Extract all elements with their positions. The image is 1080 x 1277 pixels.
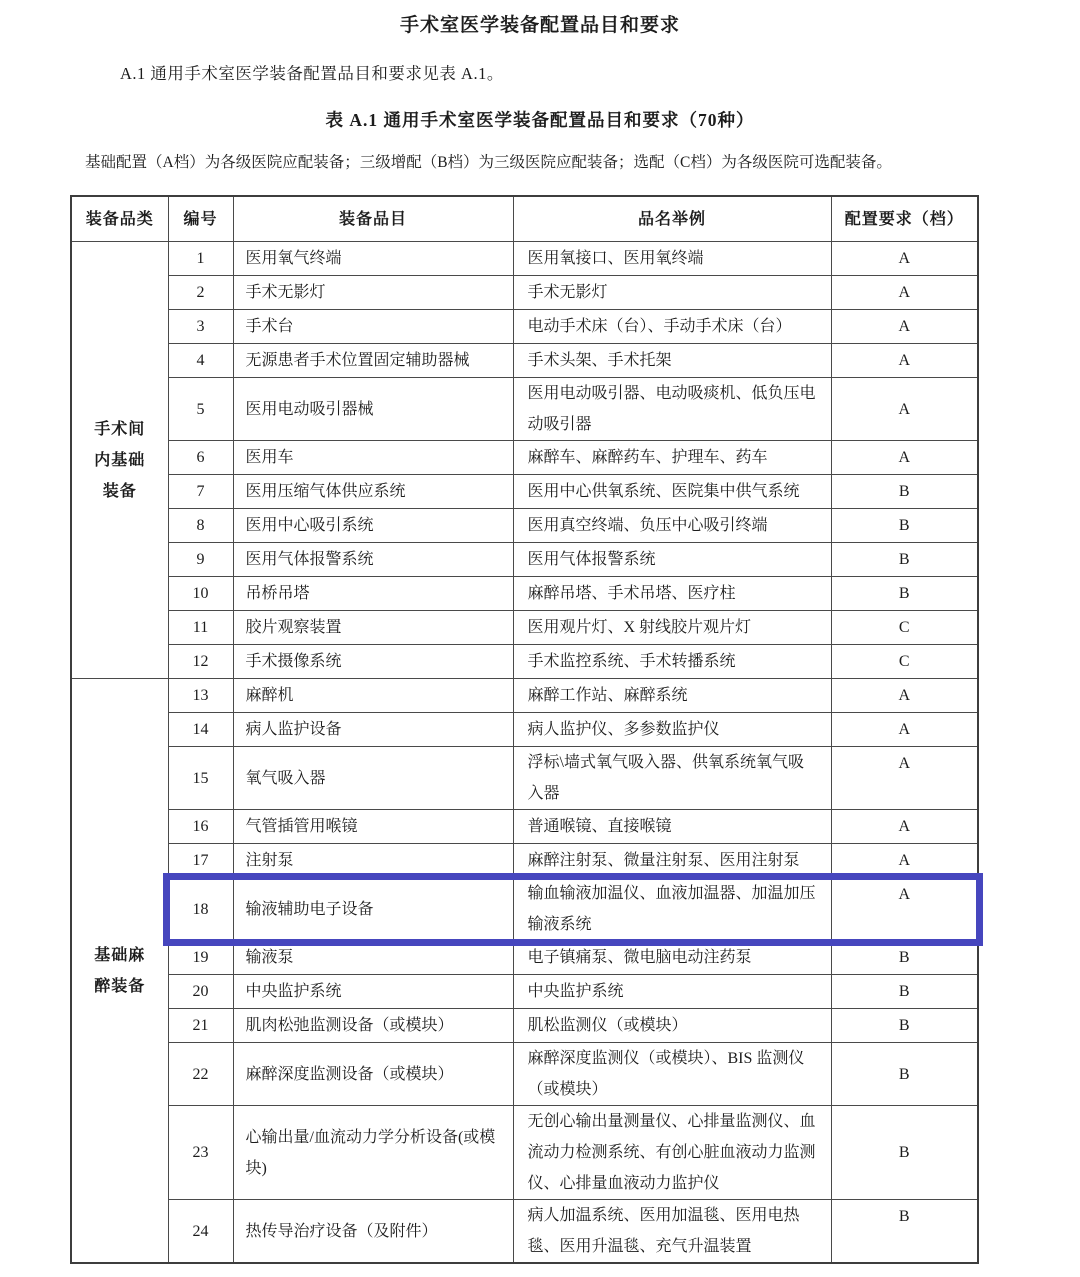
table-row	[71, 475, 978, 509]
table-row	[71, 543, 978, 577]
cell-examples: 医用氧接口、医用氧终端	[513, 242, 831, 276]
table-row	[71, 577, 978, 611]
header-grade: 配置要求（档）	[831, 196, 978, 242]
cell-row-number: 16	[168, 810, 233, 844]
table-row	[71, 878, 978, 941]
cell-examples: 医用中心供氧系统、医院集中供气系统	[513, 475, 831, 509]
cell-grade: A	[831, 276, 978, 310]
cell-grade: B	[831, 543, 978, 577]
cell-grade: A	[831, 344, 978, 378]
cell-grade: B	[831, 975, 978, 1009]
page-title: 手术室医学装备配置品目和要求	[399, 15, 680, 36]
cell-examples: 麻醉车、麻醉药车、护理车、药车	[513, 441, 831, 475]
table-header-row	[71, 196, 978, 242]
cell-examples: 无创心输出量测量仪、心排量监测仪、血流动力检测系统、有创心脏血液动力监测仪、心排量血液动力监护仪	[513, 1106, 831, 1200]
cell-grade: A	[831, 878, 978, 941]
cell-row-number: 15	[168, 747, 233, 810]
table-row	[71, 1043, 978, 1106]
cell-item-name: 吊桥吊塔	[233, 577, 513, 611]
table-row	[71, 747, 978, 810]
cell-item-name: 心输出量/血流动力学分析设备(或模块)	[233, 1106, 513, 1200]
table-row	[71, 242, 978, 276]
table-row	[71, 713, 978, 747]
cell-examples: 输血输液加温仪、血液加温器、加温加压输液系统	[513, 878, 831, 941]
table-row	[71, 645, 978, 679]
cell-item-name: 医用压缩气体供应系统	[233, 475, 513, 509]
cell-grade: A	[831, 713, 978, 747]
table-row	[71, 441, 978, 475]
cell-item-name: 麻醉深度监测设备（或模块）	[233, 1043, 513, 1106]
cell-row-number: 1	[168, 242, 233, 276]
cell-item-name: 医用车	[233, 441, 513, 475]
table-row	[71, 611, 978, 645]
cell-item-name: 手术摄像系统	[233, 645, 513, 679]
cell-grade: A	[831, 679, 978, 713]
cell-examples: 医用观片灯、X 射线胶片观片灯	[513, 611, 831, 645]
cell-grade: B	[831, 941, 978, 975]
cell-row-number: 2	[168, 276, 233, 310]
cell-row-number: 19	[168, 941, 233, 975]
cell-examples: 手术监控系统、手术转播系统	[513, 645, 831, 679]
header-category: 装备品类	[71, 196, 168, 242]
cell-item-name: 输液泵	[233, 941, 513, 975]
cell-category: 基础麻醉装备	[71, 679, 168, 1264]
cell-grade: C	[831, 611, 978, 645]
cell-item-name: 气管插管用喉镜	[233, 810, 513, 844]
cell-grade: A	[831, 844, 978, 878]
cell-category: 手术间内基础装备	[71, 242, 168, 679]
cell-examples: 医用电动吸引器、电动吸痰机、低负压电动吸引器	[513, 378, 831, 441]
table-body	[71, 242, 978, 1264]
cell-row-number: 12	[168, 645, 233, 679]
cell-examples: 中央监护系统	[513, 975, 831, 1009]
cell-item-name: 氧气吸入器	[233, 747, 513, 810]
cell-row-number: 5	[168, 378, 233, 441]
cell-examples: 病人监护仪、多参数监护仪	[513, 713, 831, 747]
table-row	[71, 975, 978, 1009]
cell-row-number: 11	[168, 611, 233, 645]
cell-examples: 麻醉注射泵、微量注射泵、医用注射泵	[513, 844, 831, 878]
cell-examples: 普通喉镜、直接喉镜	[513, 810, 831, 844]
table-row	[71, 1200, 978, 1264]
cell-grade: C	[831, 645, 978, 679]
cell-grade: A	[831, 242, 978, 276]
table-row	[71, 679, 978, 713]
cell-grade: B	[831, 1200, 978, 1264]
cell-examples: 电动手术床（台）、手动手术床（台）	[513, 310, 831, 344]
header-item-name: 装备品目	[233, 196, 513, 242]
header-examples: 品名举例	[513, 196, 831, 242]
note-paragraph: 基础配置（A档）为各级医院应配装备；三级增配（B档）为三级医院应配装备；选配（C档）为各级医院可选配装备。	[85, 154, 892, 171]
cell-examples: 病人加温系统、医用加温毯、医用电热毯、医用升温毯、充气升温装置	[513, 1200, 831, 1264]
cell-row-number: 8	[168, 509, 233, 543]
cell-grade: A	[831, 378, 978, 441]
cell-grade: A	[831, 747, 978, 810]
cell-item-name: 医用氧气终端	[233, 242, 513, 276]
cell-examples: 麻醉深度监测仪（或模块）、BIS 监测仪（或模块）	[513, 1043, 831, 1106]
table-row	[71, 844, 978, 878]
cell-item-name: 医用中心吸引系统	[233, 509, 513, 543]
cell-examples: 麻醉吊塔、手术吊塔、医疗柱	[513, 577, 831, 611]
table-caption: 表 A.1 通用手术室医学装备配置品目和要求（70种）	[325, 110, 755, 130]
cell-grade: B	[831, 475, 978, 509]
cell-examples: 浮标\墙式氧气吸入器、供氧系统氧气吸入器	[513, 747, 831, 810]
cell-grade: A	[831, 810, 978, 844]
cell-row-number: 24	[168, 1200, 233, 1264]
table-row	[71, 810, 978, 844]
cell-item-name: 医用电动吸引器械	[233, 378, 513, 441]
cell-grade: B	[831, 509, 978, 543]
header-row-number: 编号	[168, 196, 233, 242]
cell-grade: B	[831, 577, 978, 611]
cell-row-number: 7	[168, 475, 233, 509]
table-row	[71, 344, 978, 378]
cell-grade: B	[831, 1106, 978, 1200]
cell-grade: B	[831, 1009, 978, 1043]
cell-row-number: 13	[168, 679, 233, 713]
table-row	[71, 1106, 978, 1200]
cell-examples: 手术头架、手术托架	[513, 344, 831, 378]
cell-examples: 肌松监测仪（或模块）	[513, 1009, 831, 1043]
cell-row-number: 4	[168, 344, 233, 378]
cell-row-number: 3	[168, 310, 233, 344]
cell-row-number: 21	[168, 1009, 233, 1043]
cell-row-number: 18	[168, 878, 233, 941]
cell-item-name: 中央监护系统	[233, 975, 513, 1009]
cell-row-number: 10	[168, 577, 233, 611]
cell-item-name: 输液辅助电子设备	[233, 878, 513, 941]
cell-row-number: 6	[168, 441, 233, 475]
cell-examples: 电子镇痛泵、微电脑电动注药泵	[513, 941, 831, 975]
cell-item-name: 胶片观察装置	[233, 611, 513, 645]
cell-item-name: 肌肉松弛监测设备（或模块）	[233, 1009, 513, 1043]
cell-examples: 医用真空终端、负压中心吸引终端	[513, 509, 831, 543]
table-row	[71, 509, 978, 543]
cell-item-name: 医用气体报警系统	[233, 543, 513, 577]
cell-item-name: 麻醉机	[233, 679, 513, 713]
cell-item-name: 病人监护设备	[233, 713, 513, 747]
intro-paragraph: A.1 通用手术室医学装备配置品目和要求见表 A.1。	[120, 64, 504, 83]
cell-grade: B	[831, 1043, 978, 1106]
cell-row-number: 23	[168, 1106, 233, 1200]
table-row	[71, 310, 978, 344]
table-row	[71, 1009, 978, 1043]
cell-item-name: 无源患者手术位置固定辅助器械	[233, 344, 513, 378]
table-row	[71, 941, 978, 975]
equipment-table	[70, 195, 979, 1264]
cell-row-number: 9	[168, 543, 233, 577]
cell-examples: 麻醉工作站、麻醉系统	[513, 679, 831, 713]
cell-examples: 医用气体报警系统	[513, 543, 831, 577]
cell-item-name: 手术无影灯	[233, 276, 513, 310]
cell-item-name: 手术台	[233, 310, 513, 344]
table-row	[71, 378, 978, 441]
cell-grade: A	[831, 441, 978, 475]
cell-examples: 手术无影灯	[513, 276, 831, 310]
cell-item-name: 热传导治疗设备（及附件）	[233, 1200, 513, 1264]
table-row	[71, 276, 978, 310]
cell-item-name: 注射泵	[233, 844, 513, 878]
cell-row-number: 17	[168, 844, 233, 878]
cell-row-number: 14	[168, 713, 233, 747]
cell-row-number: 22	[168, 1043, 233, 1106]
cell-row-number: 20	[168, 975, 233, 1009]
cell-grade: A	[831, 310, 978, 344]
